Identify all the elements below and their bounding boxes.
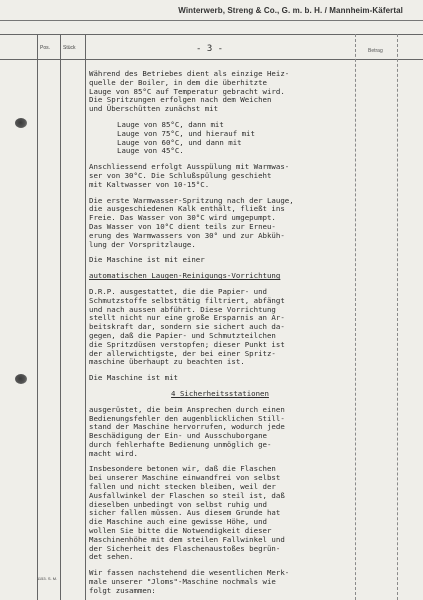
column-stueck-label: Stück <box>63 45 76 51</box>
page-number: - 3 - <box>196 44 224 54</box>
letter-body <box>89 70 351 596</box>
paragraph-ausgeruestet: ausgerüstet, die beim Ansprechen durch einen Bedienungsfehler den augenblicklichen Still- stand der Maschine hervorrufen, wodurch jede Beschädigung der Ein- und Ausschuborgane durch fehlerhafte Bedienung unmöglich ge- macht wird. <box>89 404 285 458</box>
lauge-list: Lauge von 85°C, dann mit Lauge von 75°C, und hierauf mit Lauge von 60°C, und dann mit Lauge von 45°C. <box>117 119 255 156</box>
column-divider-betrag <box>355 34 356 600</box>
column-betrag-label: Betrag <box>368 48 383 54</box>
heading-sicherheitsstationen: 4 Sicherheitsstationen <box>171 388 269 398</box>
punch-hole-top <box>15 118 27 128</box>
heading-laugen-reinigung: automatischen Laugen-Reinigungs-Vorrichtung <box>89 271 281 281</box>
paragraph-zusammenfassung: Wir fassen nachstehend die wesentlichen Merk- male unserer "Jloms"-Maschine nochmals wie folgt zusammen: <box>89 568 290 595</box>
column-pos-label: Pos. <box>40 45 51 51</box>
column-divider-left <box>37 34 38 600</box>
company-letterhead: Winterwerb, Streng & Co., G. m. b. H. / Mannheim-Käfertal <box>178 6 403 15</box>
paragraph-drp: D.R.P. ausgestattet, die die Papier- und Schmutzstoffe selbsttätig filtriert, abfängt und nach aussen abführt. Diese Vorrichtung stellt nicht nur eine große Ersparnis an Ar- beitskraft dar, sondern sie sichert auch da- gegen, daß die Papier- und Schmutzteilchen die Spritzdüsen verstopfen; dieser Punkt ist der allerwichtigste, der bei einer Spritz- maschine überhaupt zu beachten ist. <box>89 286 285 367</box>
paragraph-maschine-einer: Die Maschine ist mit einer <box>89 255 205 265</box>
paragraph-boiler: Während des Betriebes dient als einzige Heiz- quelle der Boiler, in dem die überhitzte Lauge von 85°C auf Temperatur gebracht wird. Die Spritzungen erfolgen nach dem Weichen und Überschütten zunächst mit <box>89 69 290 114</box>
column-divider-stueck <box>85 34 86 600</box>
header-rule <box>0 20 423 21</box>
form-code: 1153. S. M. <box>37 576 58 581</box>
paragraph-warmwasser: Die erste Warmwasser-Spritzung nach der Lauge, die ausgeschiedenen Kalk enthält, fließt ins Freie. Das Wasser von 30°C wird umgepumpt. Das Wasser von 10°C dient teils zur Erneu- erung des Warmwassers von 30° und zur Abküh- lung der Vorspritzlauge. <box>89 195 294 249</box>
column-header-row <box>0 34 423 60</box>
column-divider-pos <box>60 34 61 600</box>
paragraph-maschine-mit: Die Maschine ist mit <box>89 373 178 383</box>
paragraph-flaschen: Insbesondere betonen wir, daß die Flaschen bei unserer Maschine einwandfrei von selbst fallen und nicht stecken bleiben, weil der Ausfallwinkel der Flaschen so steil ist, daß dieselben unbedingt von selbst ruhig und sicher fallen müssen. Aus diesem Grunde hat die Maschine auch eine gewisse Höhe, und wollen Sie bitte die Notwendigkeit dieser Maschinenhöhe mit dem steilen Fallwinkel und der Sicherheit des Flaschenaustoßes begrün- det sehen. <box>89 464 285 562</box>
column-divider-right <box>397 34 398 600</box>
punch-hole-bottom <box>15 374 27 384</box>
paragraph-ausspuelung: Anschliessend erfolgt Ausspülung mit Warmwas- ser von 30°C. Die Schlußspülung geschieht mit Kaltwasser von 10-15°C. <box>89 162 290 189</box>
